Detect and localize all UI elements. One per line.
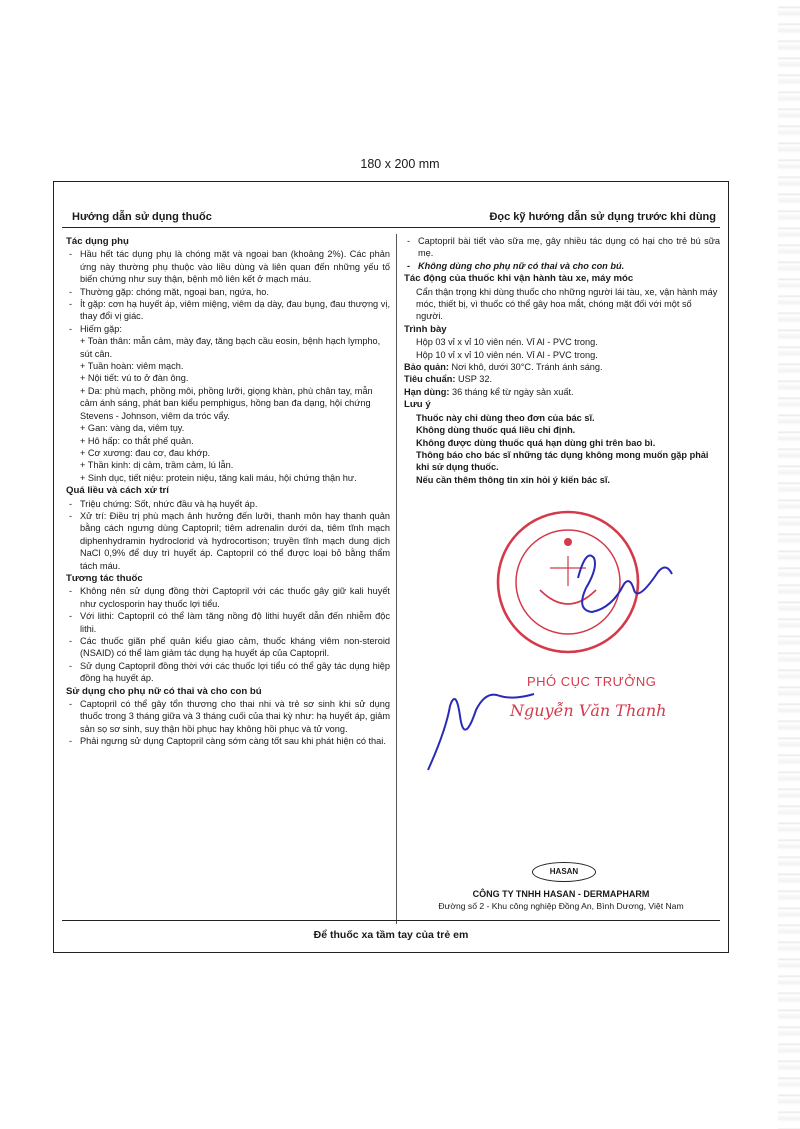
list-item: - Không nên sử dụng đồng thời Captopril với các thuốc gây giữ kali huyết như cyclosporin hay thuốc lợi tiểu. xyxy=(66,585,390,610)
company-block xyxy=(406,888,716,912)
signature-top-icon xyxy=(578,556,672,613)
warning-item: - Không dùng cho phụ nữ có thai và cho con bú. xyxy=(404,260,720,272)
expiry-label: Hạn dùng: xyxy=(404,386,450,397)
footer-divider xyxy=(62,920,720,921)
official-stamp-signature xyxy=(400,390,720,790)
footer-warning: Để thuốc xa tầm tay của trẻ em xyxy=(313,929,469,941)
sub-item: + Sinh dục, tiết niệu: protein niệu, tăng kali máu, hội chứng thận hư. xyxy=(80,472,357,483)
standard-row xyxy=(404,373,720,385)
size-label: 180 x 200 mm xyxy=(360,157,440,171)
list-item: - Với lithi: Captopril có thể làm tăng nồng độ lithi huyết dẫn đến nhiễm độc lithi. xyxy=(66,610,390,635)
list-item: - Phải ngưng sử dụng Captopril càng sớm càng tốt sau khi phát hiện có thai. xyxy=(66,735,390,747)
sub-item: + Thần kinh: dị cảm, trầm cảm, lú lẫn. xyxy=(80,460,234,471)
note-line: Thuốc này chỉ dùng theo đơn của bác sĩ. xyxy=(416,412,595,423)
section-title-side-effects: Tác dụng phụ xyxy=(66,236,129,247)
stamp-title: PHÓ CỤC TRƯỞNG xyxy=(527,674,657,689)
presentation-line: Hộp 10 vỉ x vỉ 10 viên nén. Vỉ Al - PVC trong. xyxy=(416,349,598,360)
storage-label: Bảo quản: xyxy=(404,362,449,373)
sub-item: + Toàn thân: mẫn cảm, mày đay, tăng bạch cầu eosin, bệnh hạch lympho, sút cân. xyxy=(80,336,381,359)
header-left: Hướng dẫn sử dụng thuốc xyxy=(72,211,212,223)
column-divider xyxy=(396,234,397,924)
note-line: Thông báo cho bác sĩ những tác dụng không mong muốn gặp phải khi sử dụng thuốc. xyxy=(416,449,709,473)
driving-text: Cẩn thận trọng khi dùng thuốc cho những người lái tàu, xe, vận hành máy móc, thiết bị, vì thuốc có thể gây hoa mắt, chóng mặt đối với một số người. xyxy=(416,286,718,322)
company-address: Đường số 2 - Khu công nghiệp Đồng An, Bình Dương, Việt Nam xyxy=(438,901,684,911)
hasan-logo: HASAN xyxy=(532,862,596,882)
note-line: Nếu cần thêm thông tin xin hỏi ý kiến bác sĩ. xyxy=(416,474,610,485)
storage-row xyxy=(404,361,720,373)
standard-value: USP 32. xyxy=(457,374,493,385)
list-item: - Triệu chứng: Sốt, nhức đầu và hạ huyết áp. xyxy=(66,498,390,510)
list-item: - Các thuốc giãn phế quản kiểu giao cảm, thuốc kháng viêm non-steroid (NSAID) có thể làm giảm tác dụng hạ huyết áp của Captopril. xyxy=(66,635,390,660)
sub-item: + Gan: vàng da, viêm tụy. xyxy=(80,423,185,434)
section-title-interactions: Tương tác thuốc xyxy=(66,572,143,584)
header-divider xyxy=(62,227,720,228)
storage-value: Nơi khô, dưới 30°C. Tránh ánh sáng. xyxy=(451,362,603,373)
presentation-line: Hộp 03 vỉ x vỉ 10 viên nén. Vỉ Al - PVC trong. xyxy=(416,337,598,348)
left-column xyxy=(66,235,390,748)
standard-label: Tiêu chuẩn: xyxy=(404,374,456,385)
sub-item: + Tuần hoàn: viêm mạch. xyxy=(80,361,184,372)
expiry-value: 36 tháng kể từ ngày sản xuất. xyxy=(451,386,574,397)
note-line: Không được dùng thuốc quá hạn dùng ghi trên bao bì. xyxy=(416,437,656,448)
sub-item: + Hô hấp: co thắt phế quản. xyxy=(80,435,194,446)
sub-item: + Cơ xương: đau cơ, đau khớp. xyxy=(80,447,211,458)
list-item: - Hầu hết tác dụng phụ là chóng mặt và ngoại ban (khoảng 2%). Các phản ứng này thường phụ thuộc vào liều dùng và liên quan đến những yếu tố biến chứng như suy thận, bệnh mô liên kết ở mạch máu. xyxy=(66,248,390,285)
stamp-star-icon xyxy=(564,538,572,546)
list-item: - Captopril bài tiết vào sữa mẹ, gây nhiều tác dụng có hại cho trẻ bú sữa mẹ. xyxy=(404,235,720,260)
sub-item: + Da: phù mạch, phồng môi, phồng lưỡi, giọng khàn, phù chân tay, mẫn cảm ánh sáng, phát ban kiểu pemphigus, hồng ban đa dạng, hội chứng Stevens - Johnson, viêm da tróc vẩy. xyxy=(80,385,373,421)
note-line: Không dùng thuốc quá liều chỉ định. xyxy=(416,425,576,436)
sub-item: + Nội tiết: vú to ở đàn ông. xyxy=(80,373,189,384)
list-item: - Sử dụng Captopril đồng thời với các thuốc lợi tiểu có thể gây tác dụng hiệp đồng hạ huyết áp. xyxy=(66,660,390,685)
header-right: Đọc kỹ hướng dẫn sử dụng trước khi dùng xyxy=(489,211,716,223)
list-item: - Xử trí: Điều trị phù mạch ảnh hưởng đến lưỡi, thanh môn hay thanh quản bằng cách ngưng dùng Captopril; tiêm adrenalin dưới da, tiêm tĩnh mạch diphenhydramin hydroclorid và hydrocortison; truyền tĩnh mạch dung dịch NaCl 0,9% để duy trì huyết áp. Captopril có thể được loại bỏ bằng thẩm tách máu. xyxy=(66,510,390,572)
section-title-presentation: Trình bày xyxy=(404,323,447,335)
company-name: CÔNG TY TNHH HASAN - DERMAPHARM xyxy=(472,889,650,899)
section-title-overdose: Quá liều và cách xử trí xyxy=(66,485,169,497)
stamp-emblem-icon xyxy=(540,590,596,604)
list-item: - Captopril có thể gây tổn thương cho thai nhi và trẻ sơ sinh khi sử dụng thuốc trong 3 tháng giữa và 3 tháng cuối của thai kỳ như: hạ huyết áp, giảm sản sọ sơ sinh, suy thận hồi phục hay không hồi phục và tử vong. xyxy=(66,698,390,735)
section-title-driving: Tác động của thuốc khi vận hành tàu xe, máy móc xyxy=(404,273,634,285)
list-item: - Hiếm gặp: xyxy=(66,323,390,335)
list-item: - Thường gặp: chóng mặt, ngoại ban, ngứa, ho. xyxy=(66,286,390,298)
section-title-notes: Lưu ý xyxy=(404,399,431,411)
signer-name: Nguyễn Văn Thanh xyxy=(510,701,667,720)
list-item: - Ít gặp: cơn hạ huyết áp, viêm miệng, viêm dạ dày, đau bụng, đau thượng vị, thay đổi vị giác. xyxy=(66,298,390,323)
section-title-pregnancy: Sử dụng cho phụ nữ có thai và cho con bú xyxy=(66,685,262,697)
